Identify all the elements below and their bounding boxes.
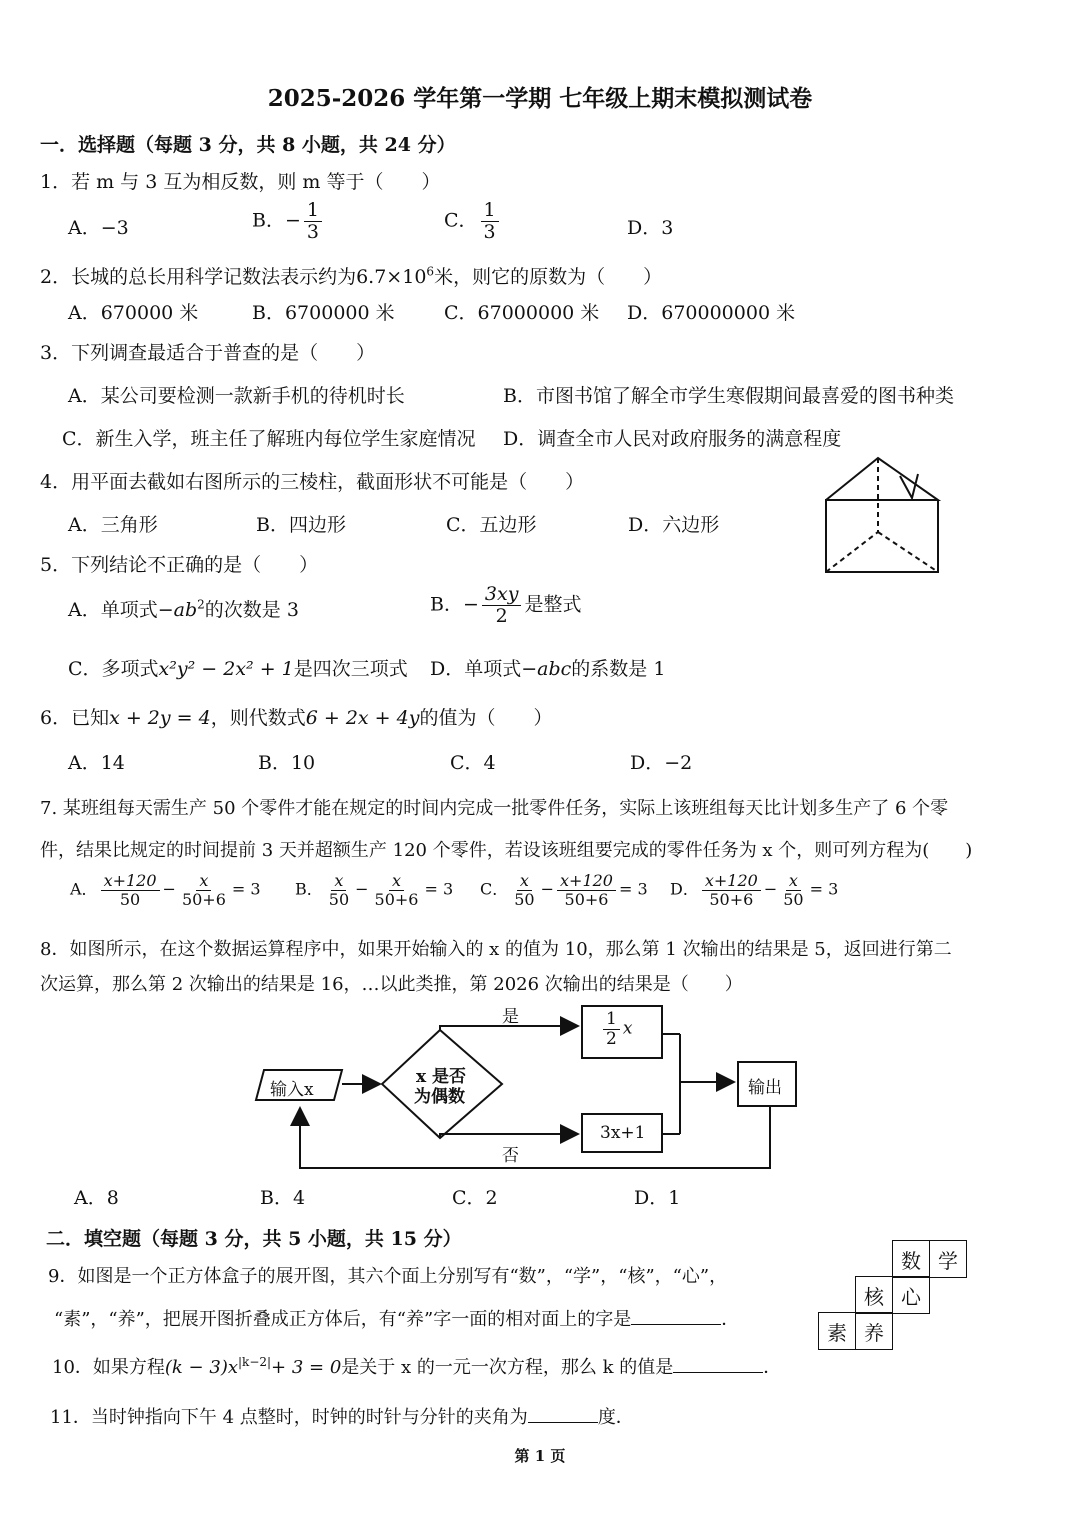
q3-option-b: B．市图书馆了解全市学生寒假期间最喜爱的图书种类 [503,385,954,407]
flow-no-label: 否 [502,1146,519,1166]
q1-option-c: C． $\frac{1}{3}$ [444,200,502,243]
flow-output-label: 输出 [748,1078,782,1098]
q6-option-c: C．4 [450,752,496,774]
q5-option-a: A．单项式$-ab^2$的次数是 3 [68,597,299,621]
q8-option-d: D．1 [634,1187,681,1209]
q3-stem: 3．下列调查最适合于普查的是（ ） [40,342,376,364]
q9-stem-line2: “素”，“养”，把展开图折叠成正方体后，有“养”字一面的相对面上的字是 ． [54,1309,740,1330]
q1-option-b: B．− $\frac{1}{3}$ [252,200,325,243]
q8-option-a: A．8 [74,1187,119,1209]
q7-stem-line1: 7. 某班组每天需生产 50 个零件才能在规定的时间内完成一批零件任务，实际上该班组每天比计划多生产了 6 个零 [40,798,949,819]
net-face-yang: 养 [855,1312,893,1350]
q2-option-a: A．670000 米 [68,302,199,324]
q5-option-d: D．单项式−abc的系数是 1 [430,658,666,680]
q4-option-c: C．五边形 [446,514,537,536]
q10-stem: 10．如果方程$(k - 3)x^{|k-2|}+ 3 = 0$是关于 x 的一元一次方程，那么 k 的值是 ． [52,1355,782,1378]
q2-stem: 2．长城的总长用科学记数法表示约为$6.7\times 10^6$米，则它的原数为（ ） [40,264,663,288]
section-fill-heading: 二．填空题（每题 3 分，共 5 小题，共 15 分） [46,1228,462,1250]
section-choice-heading: 一．选择题（每题 3 分，共 8 小题，共 24 分） [40,134,456,156]
q2-option-d: D．670000000 米 [627,302,796,324]
q9-stem-line1: 9．如图是一个正方体盒子的展开图，其六个面上分别写有“数”，“学”，“核”，“心”， [48,1266,728,1287]
page-number: 第 1 页 [514,1447,566,1465]
flowchart-diagram [250,1000,810,1175]
flow-yes-label: 是 [502,1007,519,1027]
q6-option-d: D．−2 [630,752,693,774]
net-face-shu: 数 [892,1240,930,1278]
q5-stem: 5．下列结论不正确的是（ ） [40,554,319,576]
q4-option-b: B．四边形 [256,514,346,536]
q3-option-c: C．新生入学，班主任了解班内每位学生家庭情况 [62,428,476,450]
q8-option-c: C．2 [452,1187,498,1209]
q1-option-d: D．3 [627,217,674,239]
q8-option-b: B．4 [260,1187,306,1209]
q6-option-a: A．14 [68,752,125,774]
q2-option-c: C．67000000 米 [444,302,600,324]
triangular-prism-figure [820,452,945,578]
q7-option-d: D． $\frac{x+120}{50+6}$ − $\frac{x}{50}$ = 3 [670,871,839,909]
q5-option-b: B．− $\frac{3xy}{2}$ 是整式 [430,583,582,627]
q3-option-d: D．调查全市人民对政府服务的满意程度 [503,428,842,450]
q4-option-d: D．六边形 [628,514,720,536]
q7-option-b: B． $\frac{x}{50}$ − $\frac{x}{50+6}$ = 3 [295,871,454,909]
q8-stem-line2: 次运算，那么第 2 次输出的结果是 16，…以此类推，第 2026 次输出的结果是（ ） [40,974,743,995]
q10-answer-blank [673,1371,763,1373]
flow-decision-label-2: 为偶数 [414,1087,465,1107]
q4-option-a: A．三角形 [68,514,158,536]
net-face-he: 核 [855,1276,893,1314]
q11-answer-blank [528,1421,598,1423]
q1-option-a: A．−3 [68,217,129,239]
q7-option-c: C． $\frac{x}{50}$ − $\frac{x+120}{50+6}$ = 3 [480,871,648,909]
q7-stem-line2: 件，结果比规定的时间提前 3 天并超额生产 120 个零件，若设该班组要完成的零件任务为 x 个，则可列方程为( ) [40,840,973,861]
q2-option-b: B．6700000 米 [252,302,395,324]
q11-stem: 11．当时钟指向下午 4 点整时，时钟的时针与分针的夹角为 度． [50,1407,634,1428]
flow-decision-label-1: x 是否 [416,1067,467,1087]
page-title: 2025-2026 学年第一学期 七年级上期末模拟测试卷 [267,85,813,112]
net-face-xin: 心 [892,1276,930,1314]
q9-answer-blank [631,1323,721,1325]
q3-option-a: A．某公司要检测一款新手机的待机时长 [68,385,405,407]
flow-half-expression: $\frac{1}{2}$ x [600,1010,632,1048]
net-face-xue: 学 [929,1240,967,1278]
q1-stem: 1．若 m 与 3 互为相反数，则 m 等于（ ） [40,171,441,193]
net-face-su: 素 [818,1312,856,1350]
q8-stem-line1: 8．如图所示，在这个数据运算程序中，如果开始输入的 x 的值为 10，那么第 1 次输出的结果是 5，返回进行第二 [40,939,952,960]
q4-stem: 4．用平面去截如右图所示的三棱柱，截面形状不可能是（ ） [40,471,585,493]
flow-triple-expression: 3x+1 [600,1123,646,1143]
q6-option-b: B．10 [258,752,316,774]
flow-input-label: 输入x [270,1080,314,1100]
q7-option-a: A． $\frac{x+120}{50}$ − $\frac{x}{50+6}$ = 3 [70,871,261,909]
q5-option-c: C．多项式x²y² − 2x² + 1是四次三项式 [68,658,408,680]
q6-stem: 6．已知x + 2y = 4，则代数式6 + 2x + 4y的值为（ ） [40,707,553,729]
